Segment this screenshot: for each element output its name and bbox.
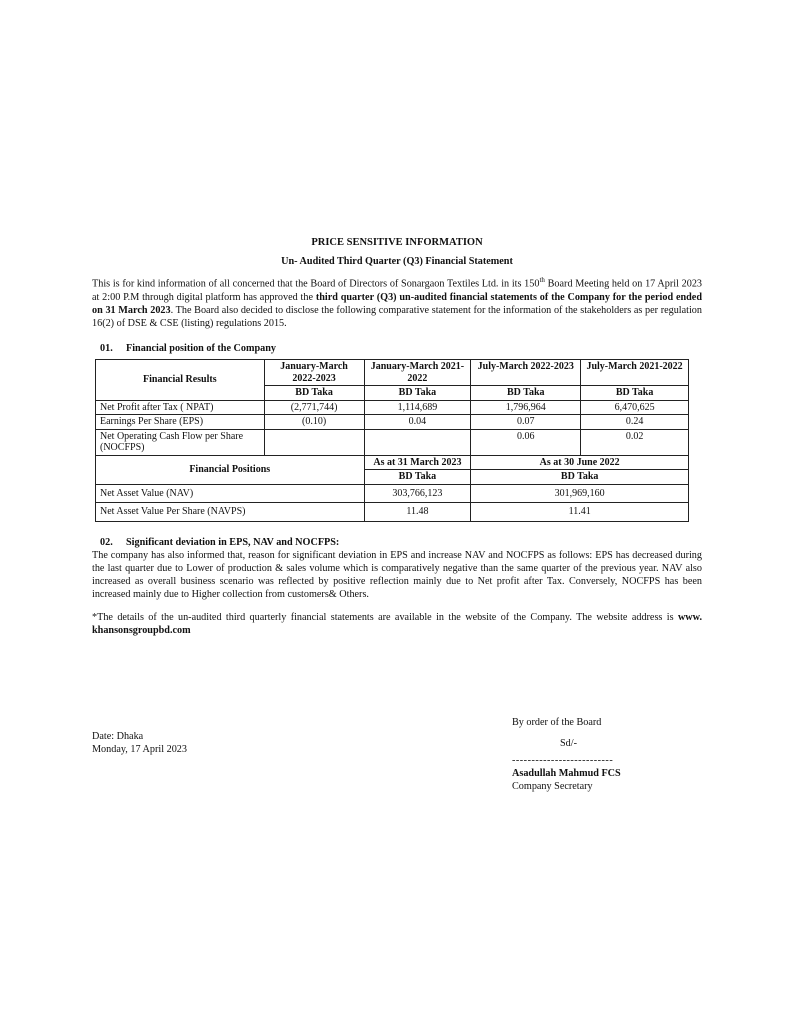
cell-value: 11.41	[471, 503, 689, 522]
financial-positions-label: Financial Positions	[96, 455, 365, 484]
cell-value: 1,114,689	[364, 400, 471, 415]
signature-mark: Sd/-	[560, 738, 577, 750]
signatory-designation: Company Secretary	[512, 781, 593, 793]
cell-value: 0.24	[581, 415, 689, 430]
table-row	[96, 415, 689, 430]
row-label: Net Asset Value (NAV)	[96, 484, 365, 503]
by-order-text: By order of the Board	[512, 717, 602, 728]
intro-superscript: th	[539, 276, 545, 285]
cell-value: 0.06	[471, 429, 581, 455]
column-header: January-March 2021-2022	[364, 360, 471, 386]
date-label: Date: Dhaka	[92, 731, 144, 742]
cell-value: 1,796,964	[471, 400, 581, 415]
page-title: PRICE SENSITIVE INFORMATION	[311, 237, 483, 248]
cell-value: (0.10)	[264, 415, 364, 430]
section2-body: The company has also informed that, reason for significant deviation in EPS and increase NAV and NOCFPS as follows: EPS has decreased during the last quarter due to Lower of production & sales volume which is comparatively negative than the same quarter of the previous year. NAV also increased as overall business scenario was reflected by positive reflection mainly due to Net profit after Tax. Conversely, NOCFPS has been increased mainly due to Higher collection from customers& Others.	[92, 549, 702, 600]
row-label: Earnings Per Share (EPS)	[96, 415, 265, 430]
unit-label: BD Taka	[364, 470, 471, 485]
position-column-header: As at 31 March 2023	[364, 455, 471, 470]
cell-value: 0.04	[364, 415, 471, 430]
intro-part1: This is for kind information of all concerned that the Board of Directors of Sonargaon Textiles Ltd. in its 150	[92, 278, 540, 290]
cell-value: 11.48	[364, 503, 471, 522]
position-column-header: As at 30 June 2022	[471, 455, 689, 470]
table-row	[96, 484, 689, 503]
section2-title: Significant deviation in EPS, NAV and NOCFPS:	[126, 536, 340, 548]
table-row	[96, 429, 689, 455]
cell-value: 303,766,123	[364, 484, 471, 503]
unit-label: BD Taka	[471, 386, 581, 401]
cell-value	[264, 429, 364, 455]
positions-header-row	[96, 455, 689, 470]
unit-label: BD Taka	[364, 386, 471, 401]
financial-table	[95, 359, 689, 522]
cell-value: 0.02	[581, 429, 689, 455]
date-block	[92, 730, 187, 756]
intro-part2: Board Meeting held on 17 April 2023 at 2:00 P.M through digital platform has approved the	[92, 278, 703, 303]
column-header: July-March 2022-2023	[471, 360, 581, 386]
cell-value: (2,771,744)	[264, 400, 364, 415]
section2	[92, 536, 702, 601]
section1-number: 01.	[100, 343, 113, 355]
row-label: Net Profit after Tax ( NPAT)	[96, 400, 265, 415]
section1-heading	[100, 342, 702, 355]
signatory-name: Asadullah Mahmud FCS	[512, 768, 621, 780]
intro-bold: third quarter (Q3) un-audited financial statements of the Company for the period ended on 31 March 2023	[92, 291, 702, 316]
intro-paragraph	[92, 276, 702, 330]
row-label: Net Operating Cash Flow per Share (NOCFPS)	[96, 429, 265, 455]
cell-value	[364, 429, 471, 455]
table-header-row	[96, 360, 689, 386]
table-row	[96, 400, 689, 415]
date-value: Monday, 17 April 2023	[92, 744, 187, 756]
unit-label: BD Taka	[264, 386, 364, 401]
cell-value: 301,969,160	[471, 484, 689, 503]
website-note	[92, 611, 702, 637]
column-header: July-March 2021-2022	[581, 360, 689, 386]
financial-results-label: Financial Results	[96, 360, 265, 401]
unit-label: BD Taka	[581, 386, 689, 401]
document-body	[92, 236, 702, 637]
intro-part3: . The Board also decided to disclose the following comparative statement for the information of the stakeholders as per regulation 16(2) of DSE & CSE (listing) regulations 2015.	[92, 304, 702, 330]
table-row	[96, 503, 689, 522]
row-label: Net Asset Value Per Share (NAVPS)	[96, 503, 365, 522]
section2-heading	[100, 536, 702, 549]
signature-block	[512, 716, 621, 793]
section1-title: Financial position of the Company	[126, 343, 277, 355]
cell-value: 6,470,625	[581, 400, 689, 415]
page-subtitle: Un- Audited Third Quarter (Q3) Financial Statement	[281, 256, 513, 268]
unit-label: BD Taka	[471, 470, 689, 485]
section2-number: 02.	[100, 536, 113, 548]
signature-line: --------------------------	[512, 755, 614, 767]
website-link[interactable]: www. khansonsgroupbd.com	[92, 611, 702, 636]
column-header: January-March 2022-2023	[264, 360, 364, 386]
note-text: *The details of the un-audited third quarterly financial statements are available in the website of the Company. The website address is	[92, 611, 678, 623]
cell-value: 0.07	[471, 415, 581, 430]
